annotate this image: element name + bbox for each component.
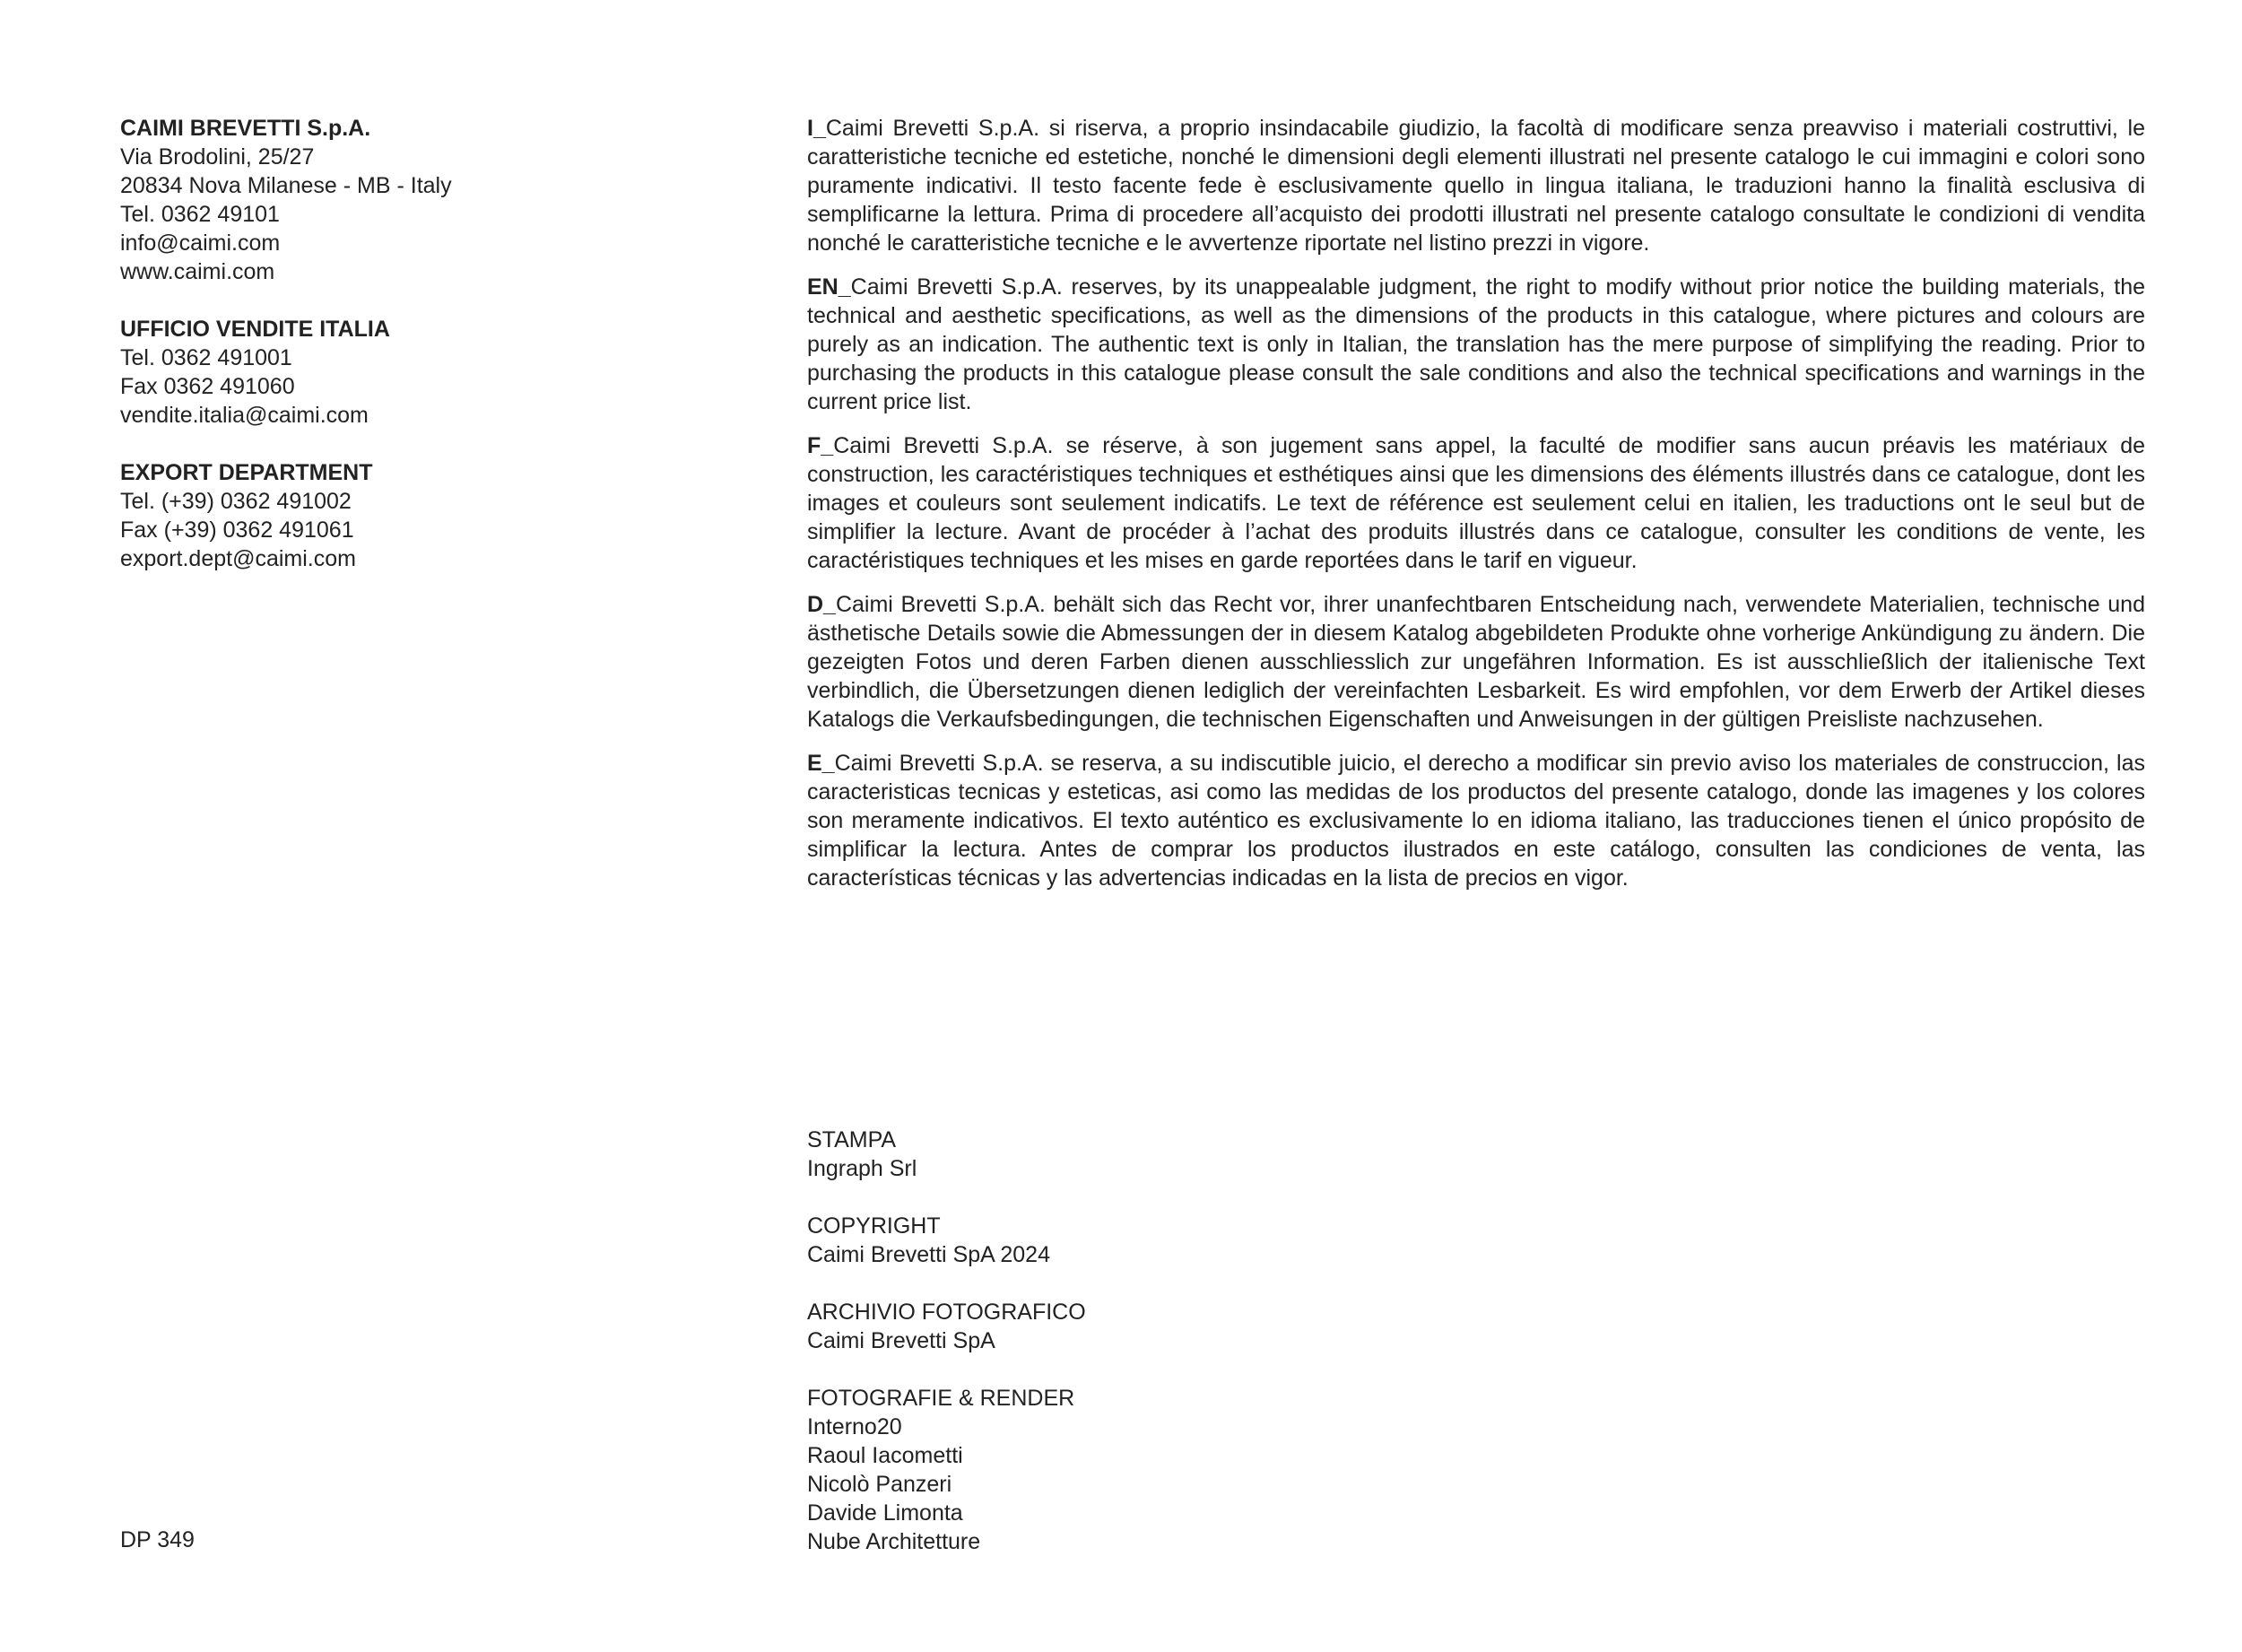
export-email: export.dept@caimi.com xyxy=(120,546,356,571)
sales-italy-fax: Fax 0362 491060 xyxy=(120,374,295,399)
disclaimer-column xyxy=(807,114,2145,908)
credit-name: Nicolò Panzeri xyxy=(807,1472,952,1497)
lang-prefix: D_ xyxy=(807,592,836,617)
disclaimer-italian xyxy=(807,114,2145,257)
export-tel: Tel. (+39) 0362 491002 xyxy=(120,489,352,514)
credit-name: Davide Limonta xyxy=(807,1500,963,1526)
company-block xyxy=(120,114,658,286)
disclaimer-text: Caimi Brevetti S.p.A. behält sich das Recht vor, ihrer unanfechtbaren Entscheidung nach, verwendete Materialien, technische und ästhetische Details sowie die Abmessungen der in diesem Katalog abgebildeten Produkte ohne vorherige Ankündigung zu ändern. Die gezeigten Fotos und deren Farben dienen ausschliesslich zur ungefähren Information. Es ist ausschließlich der italienische Text verbindlich, die Übersetzungen dienen lediglich der vereinfachten Lesbarkeit. Es wird empfohlen, vor dem Erwerb der Artikel dieses Katalogs die Verkaufsbedingungen, die technischen Eigenschaften und Anweisungen in der gültigen Preisliste nachzusehen. xyxy=(807,592,2145,732)
company-name: CAIMI BREVETTI S.p.A. xyxy=(120,116,371,141)
disclaimer-text: Caimi Brevetti S.p.A. se reserva, a su indiscutible juicio, el derecho a modificar sin previo aviso los materiales de construccion, las caracteristicas tecnicas y esteticas, asi como las medidas de los productos del presente catalogo, donde las imagenes y los colores son meramente indicativos. El texto auténtico es exclusivamente lo en idioma italiano, las traducciones tienen el único propósito de simplificar la lectura. Antes de comprar los productos ilustrados en este catálogo, consulten las condiciones de venta, las características técnicas y las advertencias indicadas en la lista de precios en vigor. xyxy=(807,751,2145,891)
credit-label: FOTOGRAFIE & RENDER xyxy=(807,1386,1075,1411)
credits-block xyxy=(807,1126,1525,1585)
credit-copyright xyxy=(807,1212,1525,1269)
credit-name: Nube Architetture xyxy=(807,1529,981,1554)
sales-italy-heading: UFFICIO VENDITE ITALIA xyxy=(120,317,390,342)
disclaimer-text: Caimi Brevetti S.p.A. si riserva, a proprio insindacabile giudizio, la facoltà di modificare senza preavviso i materiali costruttivi, le caratteristiche tecniche ed estetiche, nonché le dimensioni degli elementi illustrati nel presente catalogo le cui immagini e colori sono puramente indicativi. Il testo facente fede è esclusivamente quello in lingua italiana, le traduzioni hanno la finalità esclusiva di semplificarne la lettura. Prima di procedere all’acquisto dei prodotti illustrati nel presente catalogo consultate le condizioni di vendita nonché le caratteristiche tecniche e le avvertenze riportate nel listino prezzi in vigore. xyxy=(807,116,2145,256)
sales-italy-block xyxy=(120,315,658,430)
credit-photos xyxy=(807,1384,1525,1556)
disclaimer-text: Caimi Brevetti S.p.A. se réserve, à son jugement sans appel, la faculté de modifier sans aucun préavis les matériaux de construction, les caractéristiques techniques et esthétiques ainsi que les dimensions des éléments illustrés dans ce catalogue, dont les images et couleurs sont seulement indicatifs. Le text de référence est seulement celui en italien, les traductions ont le seul but de simplifier la lecture. Avant de procéder à l’achat des produits illustrés dans ce catalogue, consulter les conditions de vente, les caractéristiques techniques et les mises en garde reportées dans le tarif en vigueur. xyxy=(807,433,2145,573)
credit-print xyxy=(807,1126,1525,1183)
disclaimer-english xyxy=(807,273,2145,416)
company-city: 20834 Nova Milanese - MB - Italy xyxy=(120,173,452,198)
lang-prefix: F_ xyxy=(807,433,834,458)
lang-prefix: I_ xyxy=(807,116,826,141)
company-email: info@caimi.com xyxy=(120,230,281,256)
credit-name: Caimi Brevetti SpA xyxy=(807,1328,995,1353)
credit-name: Raoul Iacometti xyxy=(807,1443,963,1468)
company-address: Via Brodolini, 25/27 xyxy=(120,144,315,170)
disclaimer-spanish xyxy=(807,749,2145,892)
lang-prefix: E_ xyxy=(807,751,835,776)
sales-italy-email: vendite.italia@caimi.com xyxy=(120,403,369,428)
document-code: DP 349 xyxy=(120,1527,195,1552)
export-block xyxy=(120,458,658,573)
credit-label: STAMPA xyxy=(807,1127,897,1152)
disclaimer-text: Caimi Brevetti S.p.A. reserves, by its unappealable judgment, the right to modify without prior notice the building materials, the technical and aesthetic specifications, as well as the dimensions of the products in this catalogue, where pictures and colours are purely as an indication. The authentic text is only in Italian, the translation has the mere purpose of simplifying the reading. Prior to purchasing the products in this catalogue please consult the sale conditions and also the technical specifications and warnings in the current price list. xyxy=(807,274,2145,414)
sales-italy-tel: Tel. 0362 491001 xyxy=(120,345,292,370)
credit-label: ARCHIVIO FOTOGRAFICO xyxy=(807,1300,1086,1325)
export-heading: EXPORT DEPARTMENT xyxy=(120,460,373,485)
disclaimer-french xyxy=(807,431,2145,575)
credit-name: Ingraph Srl xyxy=(807,1156,917,1181)
company-tel: Tel. 0362 49101 xyxy=(120,202,280,227)
lang-prefix: EN_ xyxy=(807,274,851,300)
credit-name: Interno20 xyxy=(807,1414,902,1439)
credit-archive xyxy=(807,1298,1525,1355)
export-fax: Fax (+39) 0362 491061 xyxy=(120,517,354,543)
credit-label: COPYRIGHT xyxy=(807,1213,941,1239)
credit-name: Caimi Brevetti SpA 2024 xyxy=(807,1242,1050,1267)
company-web: www.caimi.com xyxy=(120,259,275,284)
disclaimer-german xyxy=(807,590,2145,734)
contacts-column xyxy=(120,114,658,602)
